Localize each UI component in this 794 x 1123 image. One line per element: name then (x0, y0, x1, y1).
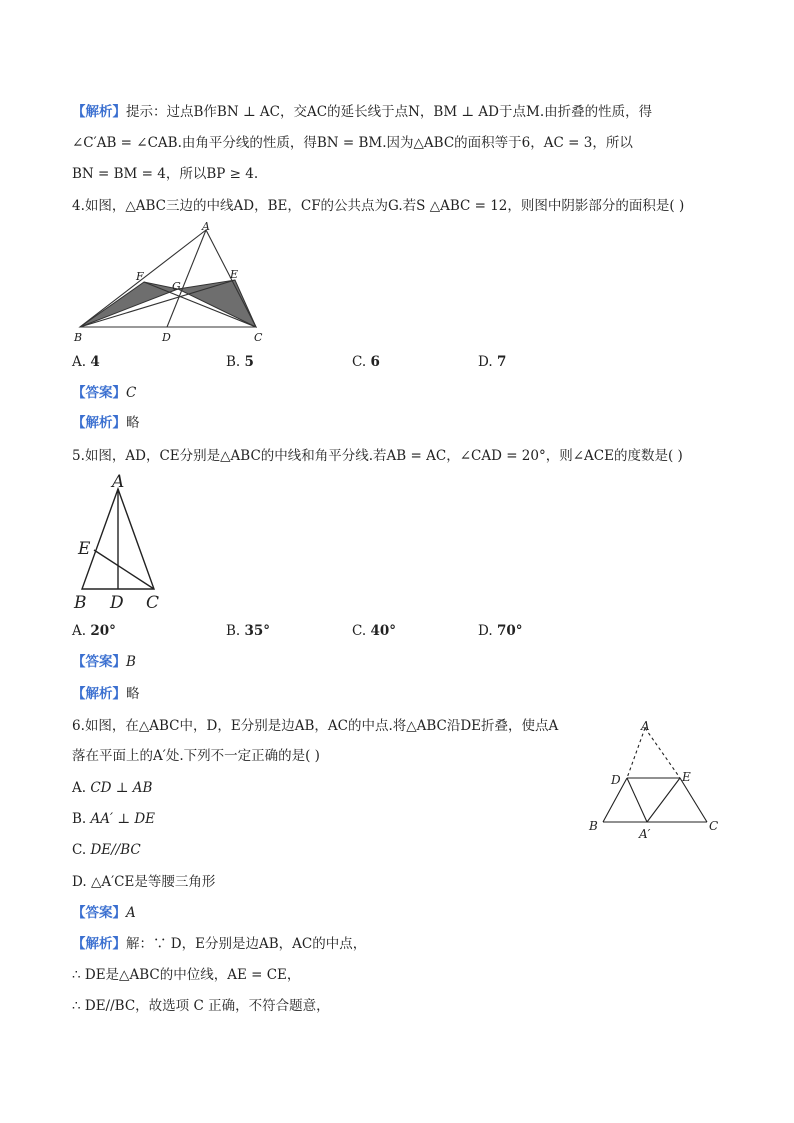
q4-stem: 4.如图，△ABC三边的中线AD，BE，CF的公共点为G.若S △ABC = 12，则图中阴影部分的面积是( ) (72, 198, 685, 214)
analysis-tag: 【解析】 (72, 104, 126, 120)
q6-dashed-ad (627, 728, 645, 778)
q6-analysis-line1: 【解析】解：∵ D，E分别是边AB，AC的中点， (72, 936, 367, 952)
q4-answer: 【答案】C (72, 385, 137, 401)
q4-label-d: D (162, 331, 171, 344)
q6-label-b: B (589, 819, 598, 833)
q6-answer: 【答案】A (72, 905, 136, 921)
q6-label-a-prime: A′ (639, 827, 651, 841)
q6-label-a: A (641, 719, 650, 733)
q5-label-b: B (74, 593, 87, 613)
prev-analysis-line1 (72, 102, 652, 122)
q6-stem-line2: 落在平面上的A′处.下列不一定正确的是( ) (72, 748, 320, 764)
q6-label-e: E (682, 770, 691, 784)
q4-label-f: F (136, 270, 144, 283)
q5-label-c: C (146, 593, 160, 613)
q6-option-c: C. DE//BC (72, 842, 141, 858)
q5-option-a: A. 20° (72, 623, 116, 639)
q6-label-c: C (709, 819, 719, 833)
q5-label-d: D (110, 593, 124, 613)
q6-side-ec (680, 778, 707, 822)
q4-analysis: 【解析】略 (72, 415, 140, 431)
q6-analysis-line2: ∴ DE是△ABC的中位线，AE = CE， (72, 967, 301, 983)
prev-analysis-line2: ∠C′AB = ∠CAB.由角平分线的性质，得BN = BM.因为△ABC的面积等于6，AC = 3，所以 (72, 135, 633, 151)
q5-stem: 5.如图，AD，CE分别是△ABC的中线和角平分线.若AB = AC，∠CAD = 20°，则∠ACE的度数是( ) (72, 448, 683, 464)
q4-label-a: A (202, 220, 210, 233)
q4-label-c: C (254, 331, 263, 344)
q6-figure (585, 716, 725, 844)
q4-option-d: D. 7 (478, 354, 507, 370)
q6-stem-line1: 6.如图，在△ABC中，D，E分别是边AB，AC的中点.将△ABC沿DE折叠，使点A (72, 718, 559, 734)
q6-segment-da2 (627, 778, 647, 822)
q6-option-d: D. △A′CE是等腰三角形 (72, 874, 216, 890)
q5-label-e: E (78, 539, 91, 559)
q5-figure (70, 474, 170, 614)
q6-option-b: B. AA′ ⊥ DE (72, 811, 156, 827)
q6-dashed-ae (645, 728, 680, 778)
q6-option-a: A. CD ⊥ AB (72, 780, 153, 796)
q5-label-a: A (112, 472, 125, 492)
q5-option-b: B. 35° (226, 623, 271, 639)
q5-answer: 【答案】B (72, 654, 136, 670)
q4-option-c: C. 6 (352, 354, 380, 370)
q4-figure (70, 222, 270, 344)
q4-option-b: B. 5 (226, 354, 254, 370)
q5-analysis: 【解析】略 (72, 686, 140, 702)
q5-option-c: C. 40° (352, 623, 396, 639)
q4-label-g: G (172, 280, 181, 293)
q5-option-d: D. 70° (478, 623, 523, 639)
q6-analysis-line3: ∴ DE//BC，故选项 C 正确，不符合题意， (72, 998, 330, 1014)
q6-segment-ea2 (647, 778, 680, 822)
q4-label-b: B (74, 331, 83, 344)
q6-label-d: D (611, 773, 621, 787)
q4-option-a: A. 4 (72, 354, 100, 370)
q4-label-e: E (230, 268, 239, 281)
q5-bisector-ce (94, 550, 154, 589)
prev-analysis-line3: BN = BM = 4，所以BP ≥ 4. (72, 166, 259, 182)
analysis-text: 提示：过点B作BN ⊥ AC，交AC的延长线于点N，BM ⊥ AD于点M.由折叠的性质，得 (126, 104, 653, 120)
